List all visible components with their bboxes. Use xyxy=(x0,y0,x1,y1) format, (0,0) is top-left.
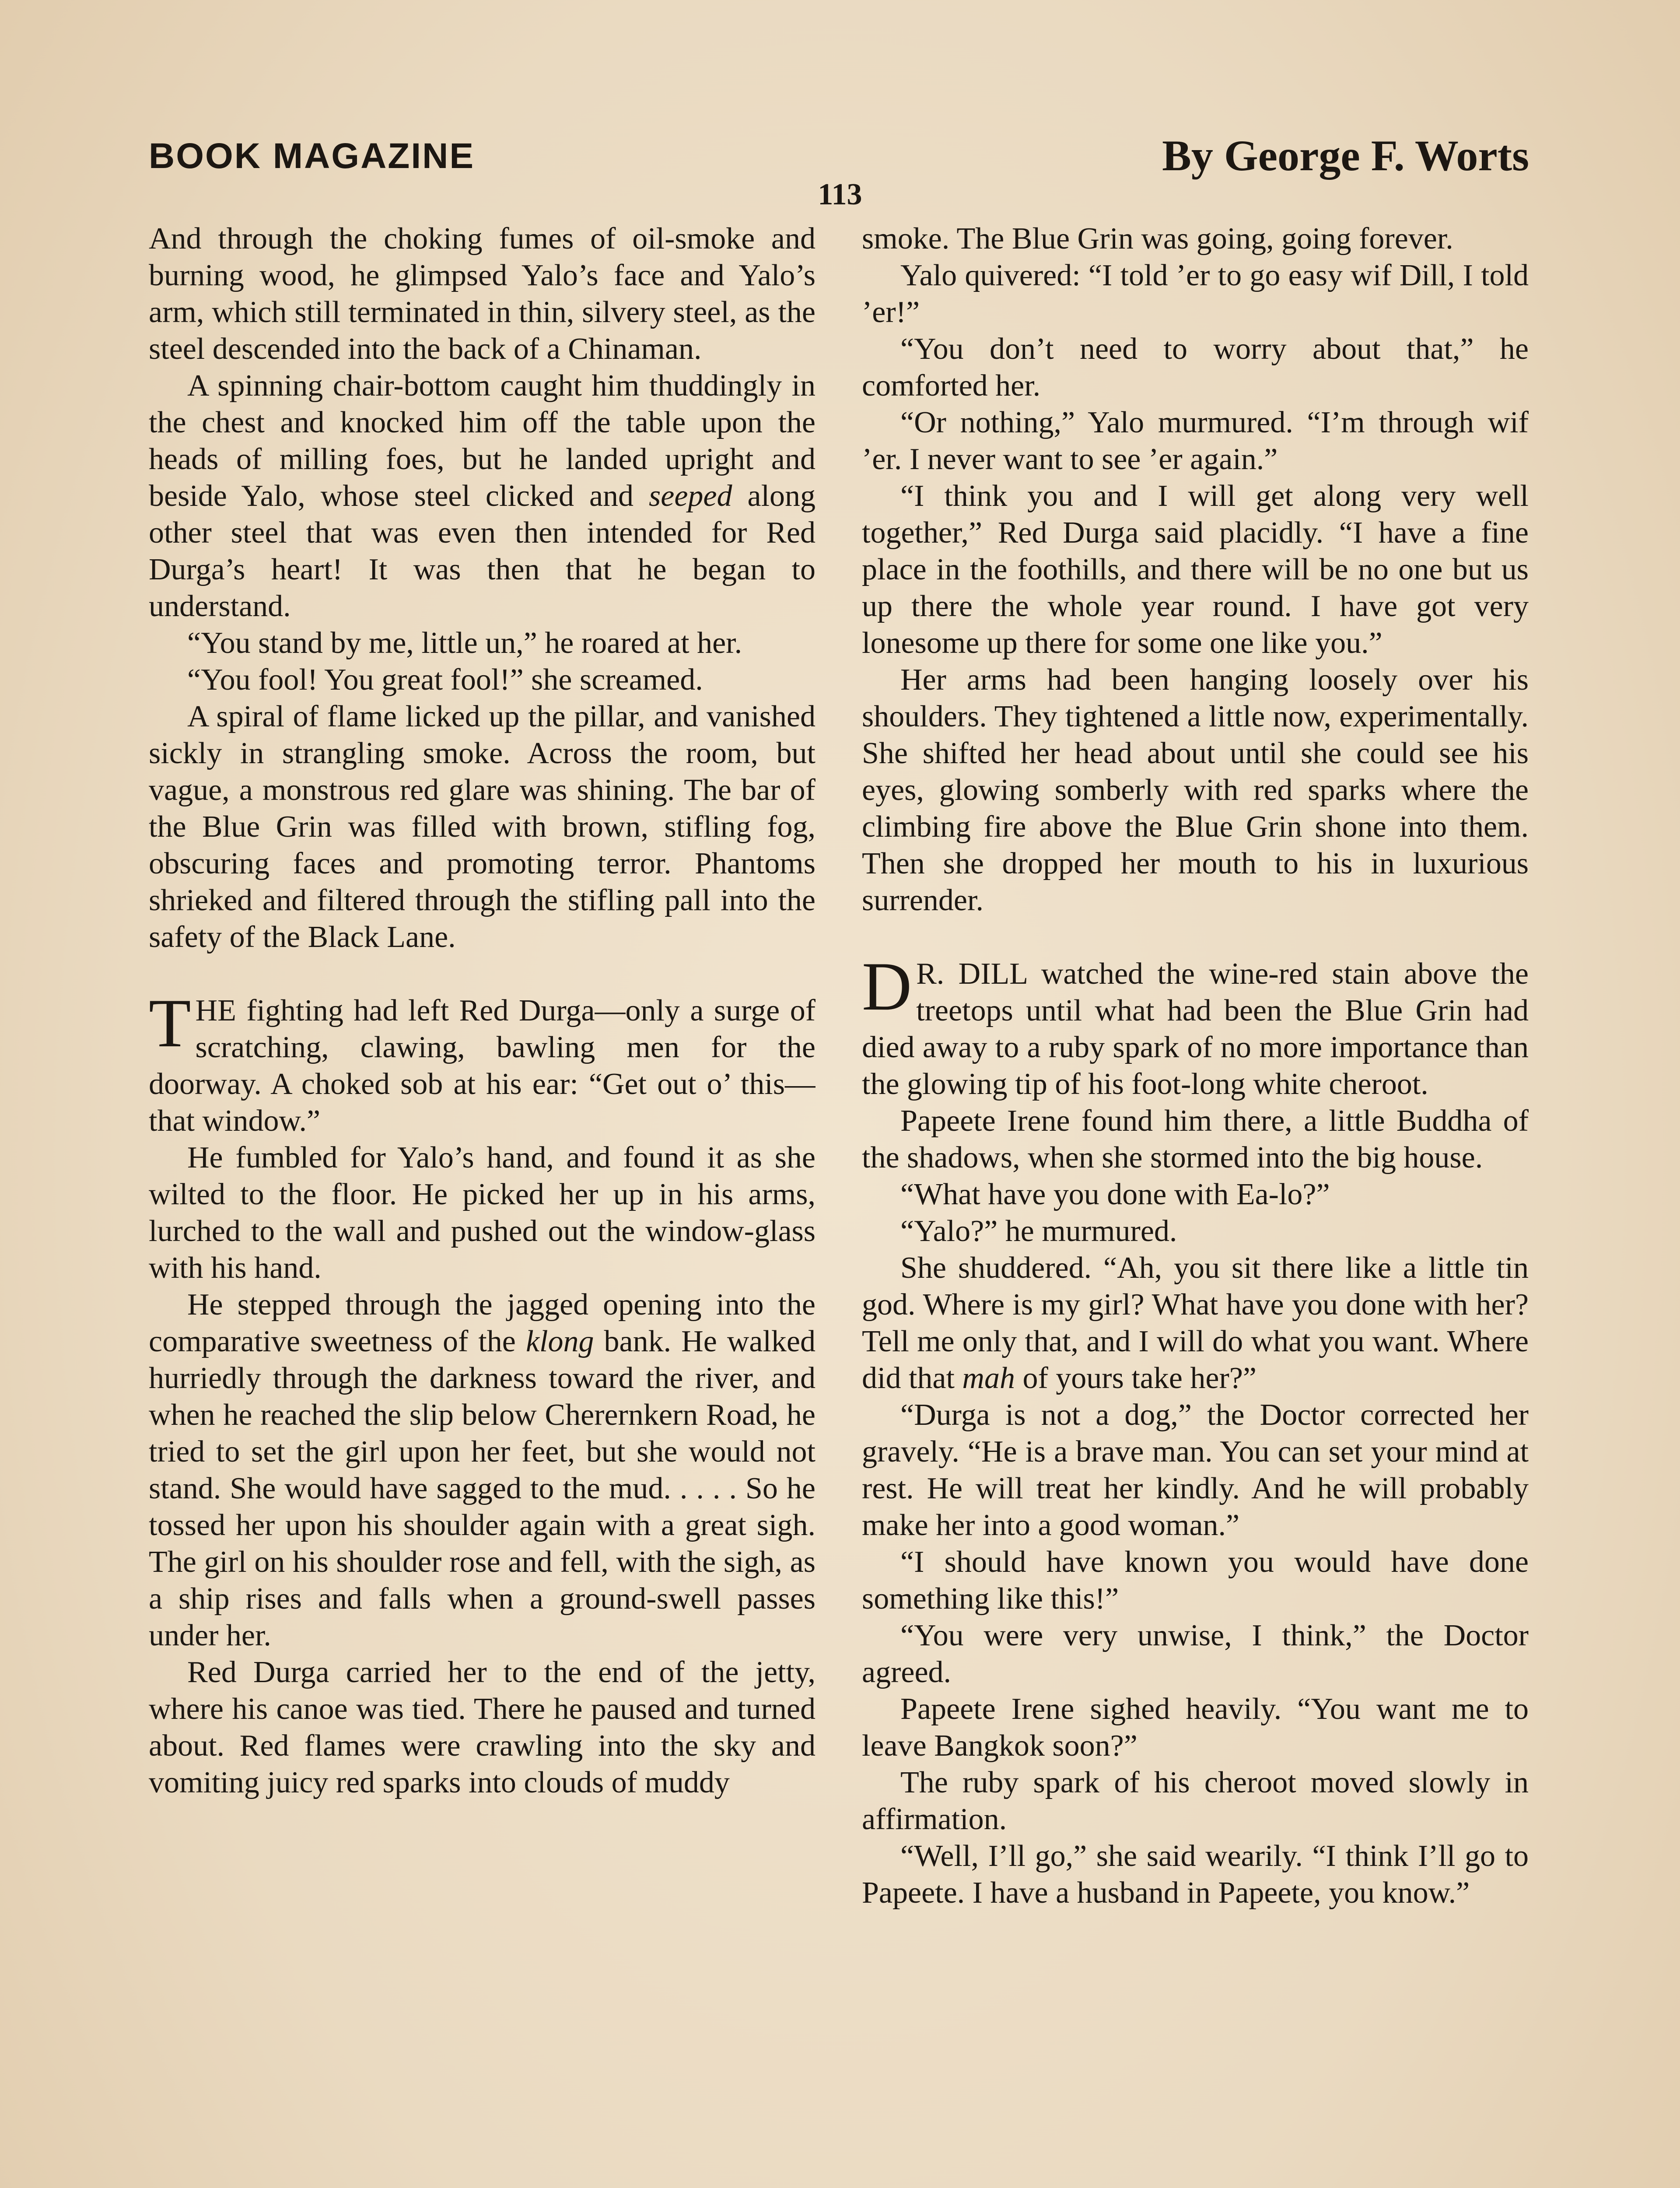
magazine-title: BOOK MAGAZINE xyxy=(149,136,475,176)
section-opening-paragraph: THE fighting had left Red Durga—only a surge of scratching, clawing, bawling men for the doorway. A choked sob at his ear: “Get out o’ this—that window.” xyxy=(149,985,816,1138)
paragraph: He fumbled for Yalo’s hand, and found it as she wilted to the floor. He picked her up in his arms, lurched to the wall and pushed out the window-glass with his hand. xyxy=(149,1141,816,1285)
running-head xyxy=(149,127,1529,179)
paragraph: “What have you done with Ea-lo?” xyxy=(900,1178,1330,1211)
right-column xyxy=(862,221,1529,2188)
paragraph: A spiral of flame licked up the pillar, and vanished sickly in strangling smoke. Across the room, but vague, a monstrous red glare was shining. The bar of the Blue Grin was filled with brown, stifling fog, obscuring faces and promoting terror. Phantoms shrieked and filtered through the stifling pall into the safety of the Black Lane. xyxy=(149,700,816,954)
paragraph: Papeete Irene found him there, a little Buddha of the shadows, when she stormed into the big house. xyxy=(862,1104,1529,1175)
paragraph: “Durga is not a dog,” the Doctor corrected her gravely. “He is a brave man. You can set your mind at rest. He will treat her kindly. And he will probably make her into a good woman.” xyxy=(862,1398,1529,1542)
paragraph: Her arms had been hanging loosely over his shoulders. They tightened a little now, experimentally. She shifted her head about until she could see his eyes, glowing somberly with red sparks where the climbing fire above the Blue Grin shone into them. Then she dropped her mouth to his in luxurious surrender. xyxy=(862,663,1529,917)
paragraph: A spinning chair-bottom caught him thuddingly in the chest and knocked him off the table upon the heads of milling foes, but he landed upright and beside Yalo, whose steel clicked and seeped along other steel that was even then intended for Red Durga’s heart! It was then that he began to understand. xyxy=(149,369,816,623)
section-opening-paragraph: D R. DILL watched the wine-red stain above the treetops until what had been the Blue Grin had died away to a ruby spark of no more importance than the glowing tip of his foot-long white cheroot. xyxy=(862,948,1529,1101)
paragraph: Red Durga carried her to the end of the jetty, where his canoe was tied. There he paused and turned about. Red flames were crawling into the sky and vomiting juicy red sparks into clouds of muddy xyxy=(149,1655,816,1799)
paragraph: Yalo quivered: “I told ’er to go easy wif Dill, I told ’er!” xyxy=(862,259,1529,329)
paragraph: “You don’t need to worry about that,” he comforted her. xyxy=(862,332,1529,403)
paragraph: She shuddered. “Ah, you sit there like a little tin god. Where is my girl? What have you done with her? Tell me only that, and I will do what you want. Where did that mah of yours take her?” xyxy=(862,1251,1529,1395)
paragraph: “You fool! You great fool!” she screamed. xyxy=(187,663,703,697)
paragraph: “Or nothing,” Yalo murmured. “I’m through wif ’er. I never want to see ’er again.” xyxy=(862,406,1529,476)
drop-cap: D xyxy=(862,948,912,1025)
page-number: 113 xyxy=(818,178,862,211)
paragraph: “I think you and I will get along very well together,” Red Durga said placidly. “I have a fine place in the foothills, and there will be no one but us up there the whole year round. I have got very lonesome up there for some one like you.” xyxy=(862,479,1529,660)
paragraph: “Well, I’ll go,” she said wearily. “I think I’ll go to Papeete. I have a husband in Papeete, you know.” xyxy=(862,1839,1529,1910)
paragraph: The ruby spark of his cheroot moved slowly in affirmation. xyxy=(862,1766,1529,1836)
paragraph: And through the choking fumes of oil-smoke and burning wood, he glimpsed Yalo’s face and Yalo’s arm, which still terminated in thin, silvery steel, as the steel descended into the back of a Chinaman. xyxy=(149,222,816,366)
paragraph: “I should have known you would have done something like this!” xyxy=(862,1545,1529,1616)
paragraph: “You stand by me, little un,” he roared at her. xyxy=(187,626,742,660)
paragraph: “You were very unwise, I think,” the Doctor agreed. xyxy=(862,1619,1529,1689)
author-byline: By George F. Worts xyxy=(1162,131,1529,180)
paragraph: Papeete Irene sighed heavily. “You want me to leave Bangkok soon?” xyxy=(862,1692,1529,1763)
paragraph: “Yalo?” he murmured. xyxy=(900,1214,1177,1248)
left-column xyxy=(149,221,816,2188)
paragraph: He stepped through the jagged opening into the comparative sweetness of the klong bank. He walked hurriedly through the darkness toward the river, and when he reached the slip below Cherernkern Road, he tried to set the girl upon her feet, but she would not stand. She would have sagged to the mud. . . . . So he tossed her upon his shoulder again with a great sigh. The girl on his shoulder rose and fell, with the sigh, as a ship rises and falls when a ground-swell passes under her. xyxy=(149,1288,816,1652)
paragraph: smoke. The Blue Grin was going, going forever. xyxy=(862,222,1453,256)
drop-cap: T xyxy=(149,985,191,1062)
